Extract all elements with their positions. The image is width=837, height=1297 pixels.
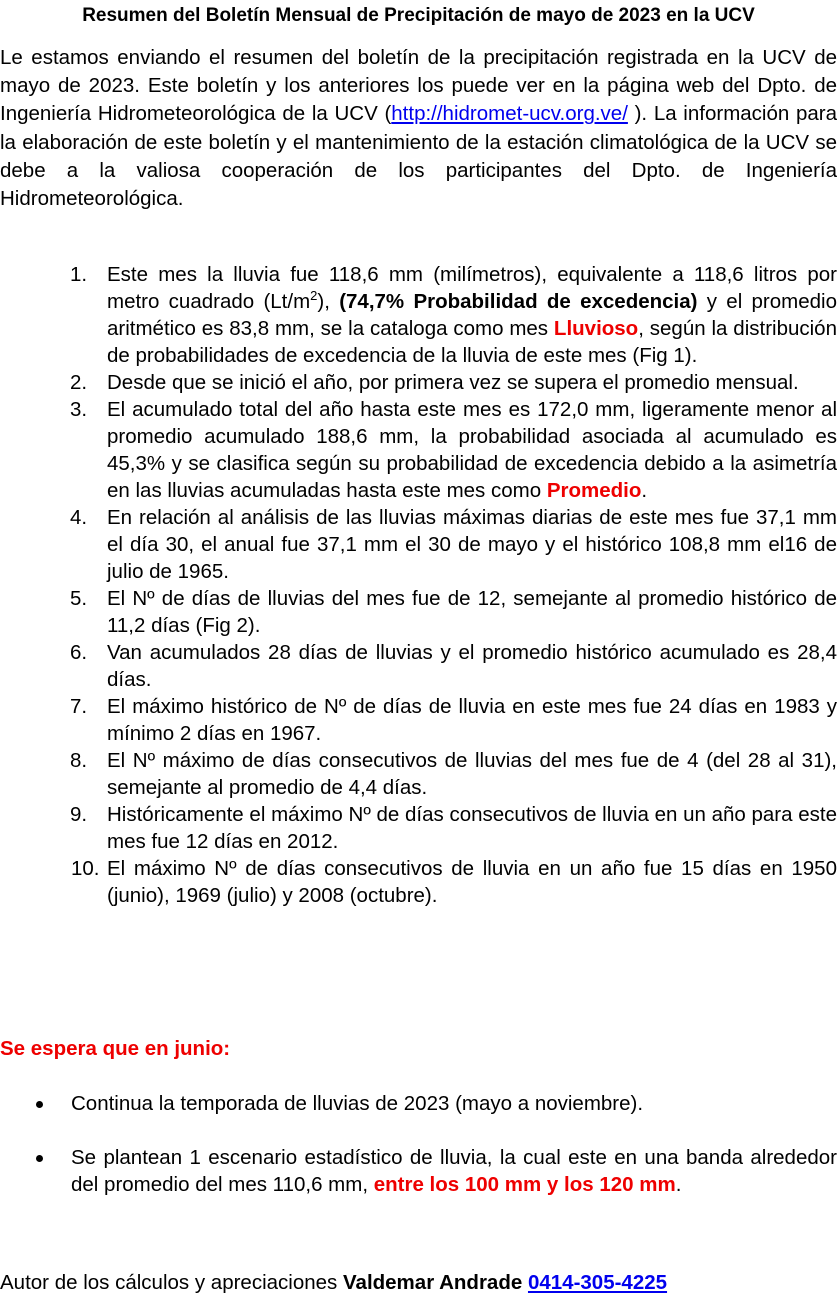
list-item [0, 585, 837, 639]
item-number: 1. [70, 263, 88, 286]
bullet-icon [36, 1101, 43, 1108]
item-number: 10. [71, 857, 100, 880]
item-number: 9. [70, 803, 88, 826]
phone-link[interactable]: 0414-305-4225 [527, 1271, 668, 1294]
website-link[interactable]: http://hidromet-ucv.org.ve/ [391, 102, 628, 126]
item-text: El máximo histórico de Nº de días de lluvia en este mes fue 24 días en 1983 y mínimo 2 días en 1967. [107, 695, 837, 745]
bullet-text: Se plantean 1 escenario estadístico de lluvia, la cual este en una banda alrededor del promedio del mes 110,6 mm, [71, 1146, 837, 1196]
item-text: El máximo Nº de días consecutivos de lluvia en un año fue 15 días en 1950 (junio), 1969 (julio) y 2008 (octubre). [107, 857, 837, 907]
bulletin-title: Resumen del Boletín Mensual de Precipitación de mayo de 2023 en la UCV [82, 5, 755, 26]
list-item [0, 747, 837, 801]
exceedance-probability: (74,7% Probabilidad de excedencia) [339, 290, 698, 313]
item-number: 4. [70, 506, 88, 529]
item-text: , según la distribución de probabilidades de excedencia de la lluvia de este mes (Fig 1). [107, 317, 837, 367]
item-text: Históricamente el máximo Nº de días consecutivos de lluvia en un año para este mes fue 12 días en 2012. [107, 803, 837, 853]
item-text: ), [317, 290, 340, 313]
list-item [0, 855, 837, 909]
item-text: y el promedio aritmético es 83,8 mm, se la cataloga como mes [107, 290, 837, 340]
intro-text-after-link: ). La información para la elaboración de este boletín y el mantenimiento de la estación climatológica de la UCV se debe a la valiosa cooperación de los participantes del Dpto. de Ingeniería Hidrometeorológica. [0, 102, 837, 211]
author-prefix: Autor de los cálculos y apreciaciones [0, 1271, 343, 1294]
item-number: 6. [70, 641, 88, 664]
list-item [0, 261, 837, 369]
summary-points-list [0, 261, 837, 909]
bullet-item [0, 1144, 837, 1198]
june-expectations-list [0, 1090, 837, 1198]
list-item [0, 639, 837, 693]
item-text: Este mes la lluvia fue 118,6 mm (milímetros), equivalente a 118,6 litros por metro cuadrado (Lt/m [107, 263, 837, 313]
author-name: Valdemar Andrade [343, 1271, 523, 1294]
intro-text-before-link: Le estamos enviando el resumen del boletín de la precipitación registrada en la UCV de mayo de 2023. Este boletín y los anteriores los puede ver en la página web del Dpto. de Ingeniería Hidrometeorológica de la UCV ( [0, 46, 837, 126]
item-text: Desde que se inició el año, por primera vez se supera el promedio mensual. [107, 371, 799, 394]
rainfall-range: entre los 100 mm y los 120 mm [373, 1173, 676, 1196]
bullet-item [0, 1090, 837, 1117]
item-number: 5. [70, 587, 88, 610]
author-line [0, 1270, 667, 1296]
item-text: El Nº máximo de días consecutivos de lluvias del mes fue de 4 (del 28 al 31), semejante al promedio de 4,4 días. [107, 749, 837, 799]
item-number: 3. [70, 398, 88, 421]
item-text: El acumulado total del año hasta este mes es 172,0 mm, ligeramente menor al promedio acumulado 188,6 mm, la probabilidad asociada al acumulado es 45,3% y se clasifica según su probabilidad de excedencia debido a la asimetría en las lluvias acumuladas hasta este mes como [107, 398, 837, 502]
bullet-icon [36, 1155, 43, 1162]
superscript: 2 [310, 288, 318, 304]
list-item [0, 801, 837, 855]
item-number: 7. [70, 695, 88, 718]
item-text: En relación al análisis de las lluvias máximas diarias de este mes fue 37,1 mm el día 30, el anual fue 37,1 mm el 30 de mayo y el histórico 108,8 mm el16 de julio de 1965. [107, 506, 837, 583]
item-number: 2. [70, 371, 88, 394]
list-item [0, 504, 837, 585]
item-text: . [641, 479, 648, 502]
item-number: 8. [70, 749, 88, 772]
month-classification: Lluvioso [553, 317, 639, 340]
bullet-text: Continua la temporada de lluvias de 2023 (mayo a noviembre). [71, 1092, 644, 1115]
list-item [0, 369, 837, 396]
list-item [0, 396, 837, 504]
item-text: Van acumulados 28 días de lluvias y el promedio histórico acumulado es 28,4 días. [107, 641, 837, 691]
item-text: El Nº de días de lluvias del mes fue de 12, semejante al promedio histórico de 11,2 días (Fig 2). [107, 587, 837, 637]
june-expectation-heading: Se espera que en junio: [0, 1037, 231, 1060]
list-item [0, 693, 837, 747]
intro-paragraph [0, 44, 837, 213]
bullet-text: . [675, 1173, 682, 1196]
accumulated-classification: Promedio [546, 479, 642, 502]
